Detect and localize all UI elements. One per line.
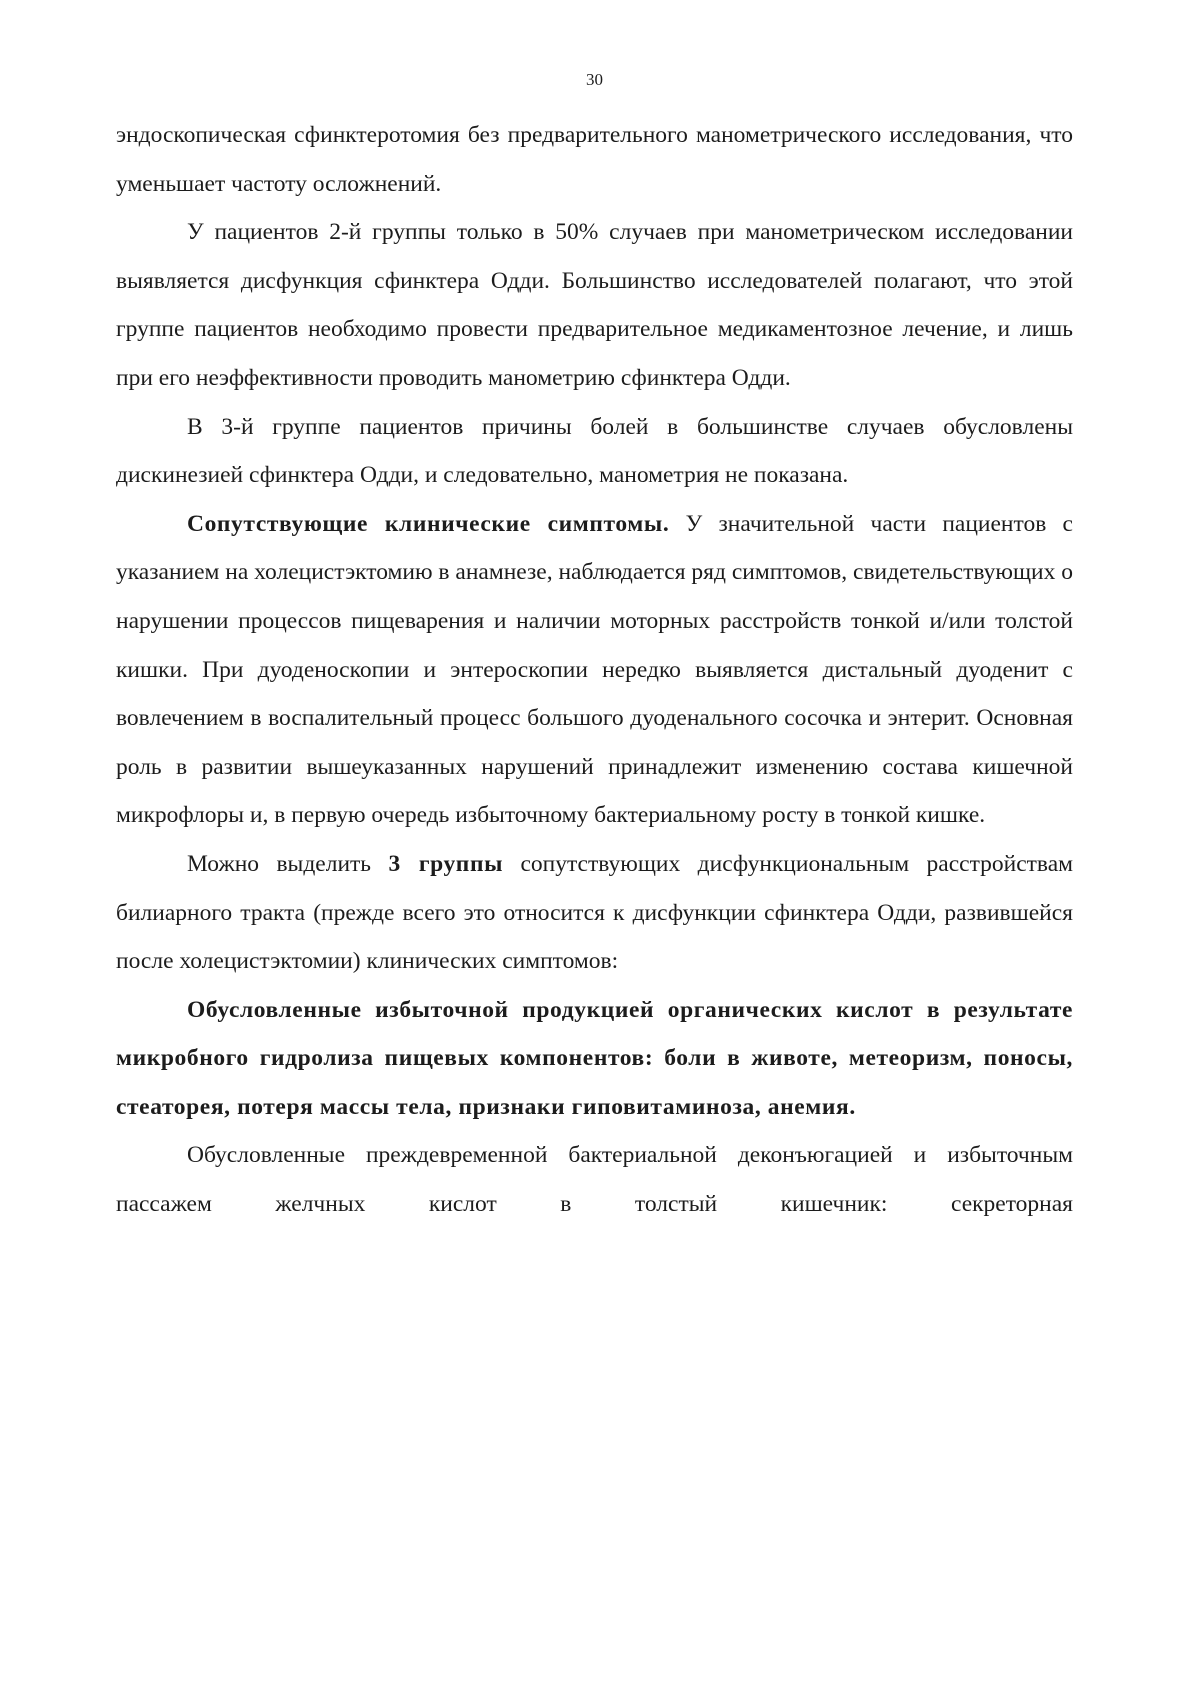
document-body: [116, 111, 1073, 1229]
section-heading: Сопутствующие клинические симптомы.: [187, 510, 670, 537]
paragraph-text: В 3-й группе пациентов причины болей в большинстве случаев обусловлены дискинезией сфинктера Одди, и следовательно, манометрия не показана.: [116, 413, 1073, 489]
emphasis-text: 3 группы: [388, 850, 504, 877]
paragraph-group-2: [116, 208, 1073, 402]
paragraph-bile-acids: [116, 1131, 1073, 1228]
paragraph-text: Обусловленные преждевременной бактериальной деконъюгацией и избыточным пассажем желчных кислот в толстый кишечник: секреторная: [116, 1142, 1073, 1218]
paragraph-organic-acids: [116, 986, 1073, 1132]
paragraph-three-groups: [116, 840, 1073, 986]
paragraph-group-3: [116, 403, 1073, 500]
emphasis-text: Обусловленные избыточной продукцией органических кислот в результате микробного гидролиза пищевых компонентов: боли в животе, метеоризм, поносы, стеаторея, потеря массы тела, признаки гиповитаминоза, анемия.: [116, 996, 1073, 1120]
paragraph-text: эндоскопическая сфинктеротомия без предварительного манометрического исследования, что уменьшает частоту осложнений.: [116, 122, 1073, 197]
paragraph-text: сопутствующих дисфункциональным расстройствам билиарного тракта (прежде всего это относится к дисфункции сфинктера Одди, развившейся после холецистэктомии) клинических симптомов:: [116, 850, 1073, 975]
paragraph-text: Можно выделить: [187, 850, 389, 877]
page-number: 30: [586, 70, 603, 89]
paragraph-text: У значительной части пациентов с указанием на холецистэктомию в анамнезе, наблюдается ряд симптомов, свидетельствующих о нарушении процессов пищеварения и наличии моторных расстройств тонкой и/или толстой кишки. При дуоденоскопии и энтероскопии нередко выявляется дистальный дуоденит с вовлечением в воспалительный процесс большого дуоденального сосочка и энтерит. Основная роль в развитии вышеуказанных нарушений принадлежит изменению состава кишечной микрофлоры и, в первую очередь избыточному бактериальному росту в тонкой кишке.: [116, 510, 1073, 829]
paragraph-continuation: [116, 111, 1073, 208]
paragraph-concomitant-symptoms: [116, 500, 1073, 840]
paragraph-text: У пациентов 2-й группы только в 50% случаев при манометрическом исследовании выявляется дисфункция сфинктера Одди. Большинство исследователей полагают, что этой группе пациентов необходимо провести предварительное медикаментозное лечение, и лишь при его неэффективности проводить манометрию сфинктера Одди.: [116, 219, 1073, 391]
